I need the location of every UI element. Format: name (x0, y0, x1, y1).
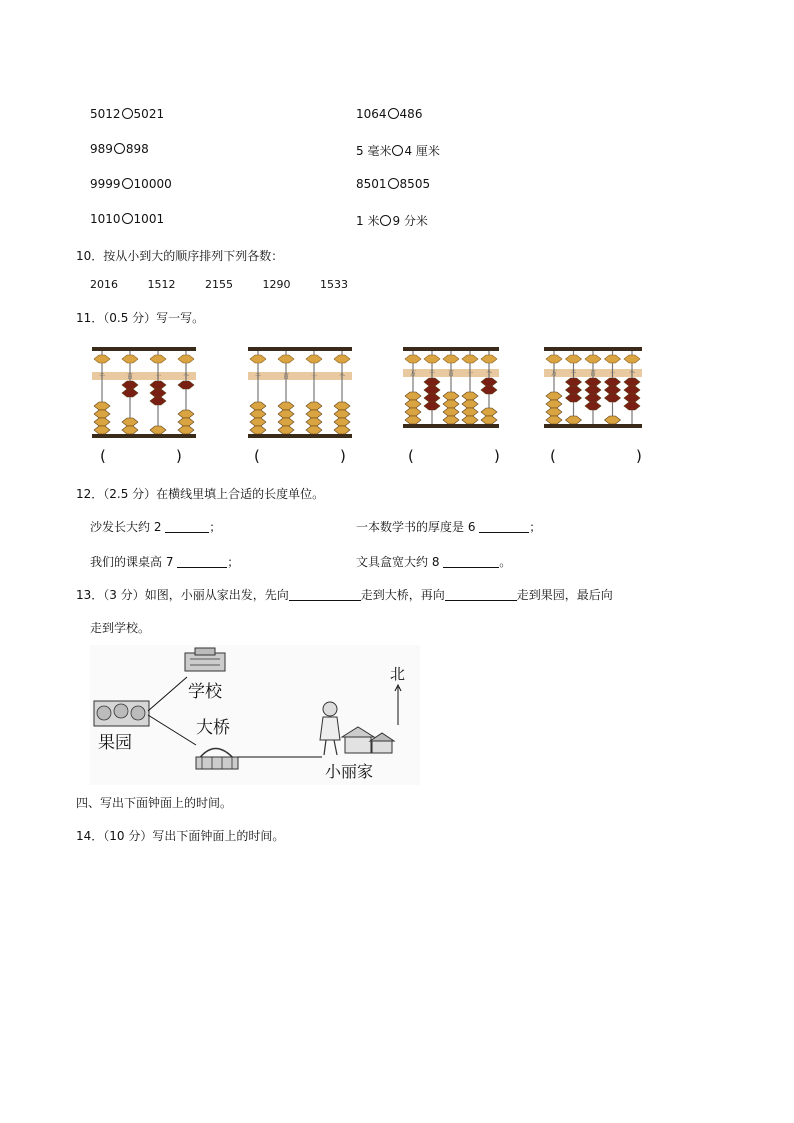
abacus-1 (90, 345, 198, 440)
abacus-bead (122, 418, 138, 426)
abacus-bead (546, 416, 562, 424)
abacus-bead (178, 410, 194, 418)
abacus-bead (150, 397, 166, 405)
q12-item-2: 一本数学书的厚度是 6 ； (356, 520, 542, 534)
compare-left-3: 9999 10000 (90, 177, 172, 191)
abacus-bead (624, 355, 640, 363)
abacus-place-label: 个 (485, 370, 493, 378)
abacus-bead (334, 402, 350, 410)
abacus-bead (250, 418, 266, 426)
abacus-bead (178, 381, 194, 389)
abacus-bead (443, 408, 459, 416)
q10-title: 10．按从小到大的顺序排列下列各数： (76, 249, 284, 263)
abacus-bead (278, 426, 294, 434)
abacus-beam (248, 372, 352, 380)
abacus-bead (94, 426, 110, 434)
abacus-bead (443, 400, 459, 408)
abacus-bead (94, 402, 110, 410)
q13-question: 13．（3 分）如图，小丽从家出发，先向 走到大桥，再向 走到果园，最后向 (76, 588, 613, 602)
abacus-bead (122, 426, 138, 434)
q10-number-list (90, 278, 374, 291)
compare-circle[interactable] (114, 143, 125, 154)
abacus-bead (546, 408, 562, 416)
abacus-bead (585, 402, 601, 410)
q12-item-3: 我们的课桌高 7 ； (90, 555, 240, 569)
abacus-place-label: 百 (447, 370, 455, 378)
abacus-bead (334, 410, 350, 418)
answer-paren-close: ) (340, 447, 346, 465)
abacus-bead (624, 378, 640, 386)
abacus-place-label: 个 (628, 370, 636, 378)
compare-right-1: 1064 486 (356, 107, 423, 121)
abacus-4 (542, 345, 644, 430)
abacus-bead (405, 355, 421, 363)
compare-left-2: 989 898 (90, 142, 149, 156)
q14-title: 14．（10 分）写出下面钟面上的时间。 (76, 829, 285, 843)
orchard-icon (94, 701, 149, 726)
abacus-bead (424, 355, 440, 363)
abacus-bead (443, 416, 459, 424)
abacus-bead (566, 386, 582, 394)
abacus-place-label: 个 (182, 373, 190, 381)
abacus-bead (306, 418, 322, 426)
abacus-bead (250, 410, 266, 418)
abacus-bead (424, 386, 440, 394)
abacus-bead (462, 408, 478, 416)
abacus-bead (566, 416, 582, 424)
abacus-bead (443, 392, 459, 400)
abacus-bead (278, 418, 294, 426)
q11-title: 11．（0.5 分）写一写。 (76, 311, 205, 325)
abacus-frame-top (403, 347, 499, 351)
abacus-frame-top (248, 347, 352, 351)
abacus-bead (334, 418, 350, 426)
abacus-bead (94, 410, 110, 418)
abacus-bead (481, 355, 497, 363)
answer-blank[interactable] (289, 600, 361, 601)
abacus-bead (624, 386, 640, 394)
abacus-bead (178, 426, 194, 434)
q12-title: 12．（2.5 分）在横线里填上合适的长度单位。 (76, 487, 325, 501)
abacus-bead (405, 416, 421, 424)
compare-circle[interactable] (380, 215, 391, 226)
abacus-frame-bottom (544, 424, 642, 428)
abacus-bead (566, 378, 582, 386)
abacus-bead (424, 394, 440, 402)
abacus-place-label: 千 (254, 373, 262, 381)
abacus-bead (481, 386, 497, 394)
route-map (90, 645, 420, 785)
abacus-beam (92, 372, 196, 380)
q12-item-4: 文具盒宽大约 8 。 (356, 555, 512, 569)
abacus-bead (122, 381, 138, 389)
abacus-bead (424, 378, 440, 386)
abacus-bead (250, 402, 266, 410)
abacus-bead (250, 426, 266, 434)
abacus-bead (585, 394, 601, 402)
abacus-bead (405, 408, 421, 416)
abacus-bead (624, 394, 640, 402)
abacus-bead (605, 355, 621, 363)
abacus-frame-bottom (92, 434, 196, 438)
abacus-bead (306, 410, 322, 418)
answer-blank[interactable] (165, 532, 209, 533)
abacus-2 (246, 345, 354, 440)
abacus-place-label: 万 (409, 370, 417, 378)
answer-paren-open: ( (100, 447, 106, 465)
abacus-frame-bottom (248, 434, 352, 438)
abacus-3 (401, 345, 501, 430)
abacus-bead (306, 355, 322, 363)
abacus-bead (306, 426, 322, 434)
section4-title: 四、写出下面钟面上的时间。 (76, 796, 233, 810)
abacus-bead (546, 392, 562, 400)
abacus-bead (566, 394, 582, 402)
compare-right-2: 5 毫米 4 厘米 (356, 144, 440, 158)
abacus-bead (178, 418, 194, 426)
abacus-bead (94, 355, 110, 363)
abacus-place-label: 个 (338, 373, 346, 381)
abacus-bead (334, 355, 350, 363)
abacus-bead (546, 400, 562, 408)
orchard-label: 果园 (98, 733, 132, 753)
abacus-bead (424, 402, 440, 410)
abacus-bead (624, 402, 640, 410)
number-item: 2016 (90, 278, 118, 291)
abacus-place-label: 十 (609, 370, 616, 378)
compare-left-4: 1010 1001 (90, 212, 165, 226)
answer-paren-close: ) (176, 447, 182, 465)
compare-circle[interactable] (122, 108, 133, 119)
abacus-bead (334, 426, 350, 434)
abacus-bead (605, 416, 621, 424)
abacus-bead (94, 418, 110, 426)
abacus-bead (462, 355, 478, 363)
abacus-place-label: 千 (428, 370, 436, 378)
answer-blank[interactable] (445, 600, 517, 601)
answer-blank[interactable] (479, 532, 529, 533)
compare-circle[interactable] (388, 108, 399, 119)
compare-right-3: 8501 8505 (356, 177, 431, 191)
abacus-place-label: 百 (282, 373, 290, 381)
school-label: 学校 (188, 682, 222, 702)
home-label: 小丽家 (325, 762, 374, 781)
abacus-bead (443, 355, 459, 363)
abacus-bead (481, 408, 497, 416)
compare-circle[interactable] (388, 178, 399, 189)
q13-question-cont: 走到学校。 (90, 621, 151, 635)
q12-item-1: 沙发长大约 2 ； (90, 520, 222, 534)
abacus-bead (278, 410, 294, 418)
abacus-place-label: 百 (589, 370, 597, 378)
answer-paren-open: ( (550, 447, 556, 465)
abacus-bead (178, 355, 194, 363)
number-item: 2155 (205, 278, 233, 291)
answer-paren-open: ( (408, 447, 414, 465)
abacus-bead (546, 355, 562, 363)
abacus-bead (462, 392, 478, 400)
abacus-place-label: 百 (126, 373, 134, 381)
abacus-place-label: 十 (466, 370, 474, 378)
number-item: 1512 (147, 278, 176, 291)
abacus-bead (585, 386, 601, 394)
abacus-bead (481, 378, 497, 386)
compare-circle[interactable] (392, 145, 403, 156)
abacus-place-label: 千 (98, 373, 106, 381)
answer-paren-open: ( (254, 447, 260, 465)
abacus-frame-bottom (403, 424, 499, 428)
abacus-frame-top (544, 347, 642, 351)
abacus-bead (405, 400, 421, 408)
answer-blank[interactable] (177, 567, 227, 568)
answer-paren-close: ) (636, 447, 642, 465)
abacus-bead (462, 416, 478, 424)
abacus-bead (278, 402, 294, 410)
abacus-bead (566, 355, 582, 363)
abacus-bead (605, 394, 621, 402)
abacus-bead (122, 355, 138, 363)
abacus-bead (585, 355, 601, 363)
abacus-bead (150, 389, 166, 397)
abacus-place-label: 十 (154, 373, 162, 381)
abacus-bead (462, 400, 478, 408)
abacus-place-label: 万 (550, 370, 558, 378)
abacus-bead (278, 355, 294, 363)
abacus-bead (150, 426, 166, 434)
compare-left-1: 5012 5021 (90, 107, 165, 121)
abacus-bead (585, 378, 601, 386)
compare-right-4: 1 米 9 分米 (356, 214, 428, 228)
abacus-bead (122, 389, 138, 397)
abacus-bead (250, 355, 266, 363)
abacus-bead (605, 378, 621, 386)
answer-paren-close: ) (494, 447, 500, 465)
north-label: 北 (390, 665, 406, 683)
abacus-bead (150, 355, 166, 363)
abacus-bead (605, 386, 621, 394)
answer-blank[interactable] (443, 567, 499, 568)
abacus-bead (405, 392, 421, 400)
abacus-place-label: 十 (310, 373, 318, 381)
abacus-bead (306, 402, 322, 410)
number-item: 1533 (320, 278, 348, 291)
number-item: 1290 (262, 278, 291, 291)
compare-circle[interactable] (122, 178, 133, 189)
abacus-bead (150, 381, 166, 389)
bridge-label: 大桥 (196, 718, 230, 738)
abacus-frame-top (92, 347, 196, 351)
abacus-bead (481, 416, 497, 424)
compare-circle[interactable] (122, 213, 133, 224)
abacus-place-label: 千 (570, 370, 577, 378)
